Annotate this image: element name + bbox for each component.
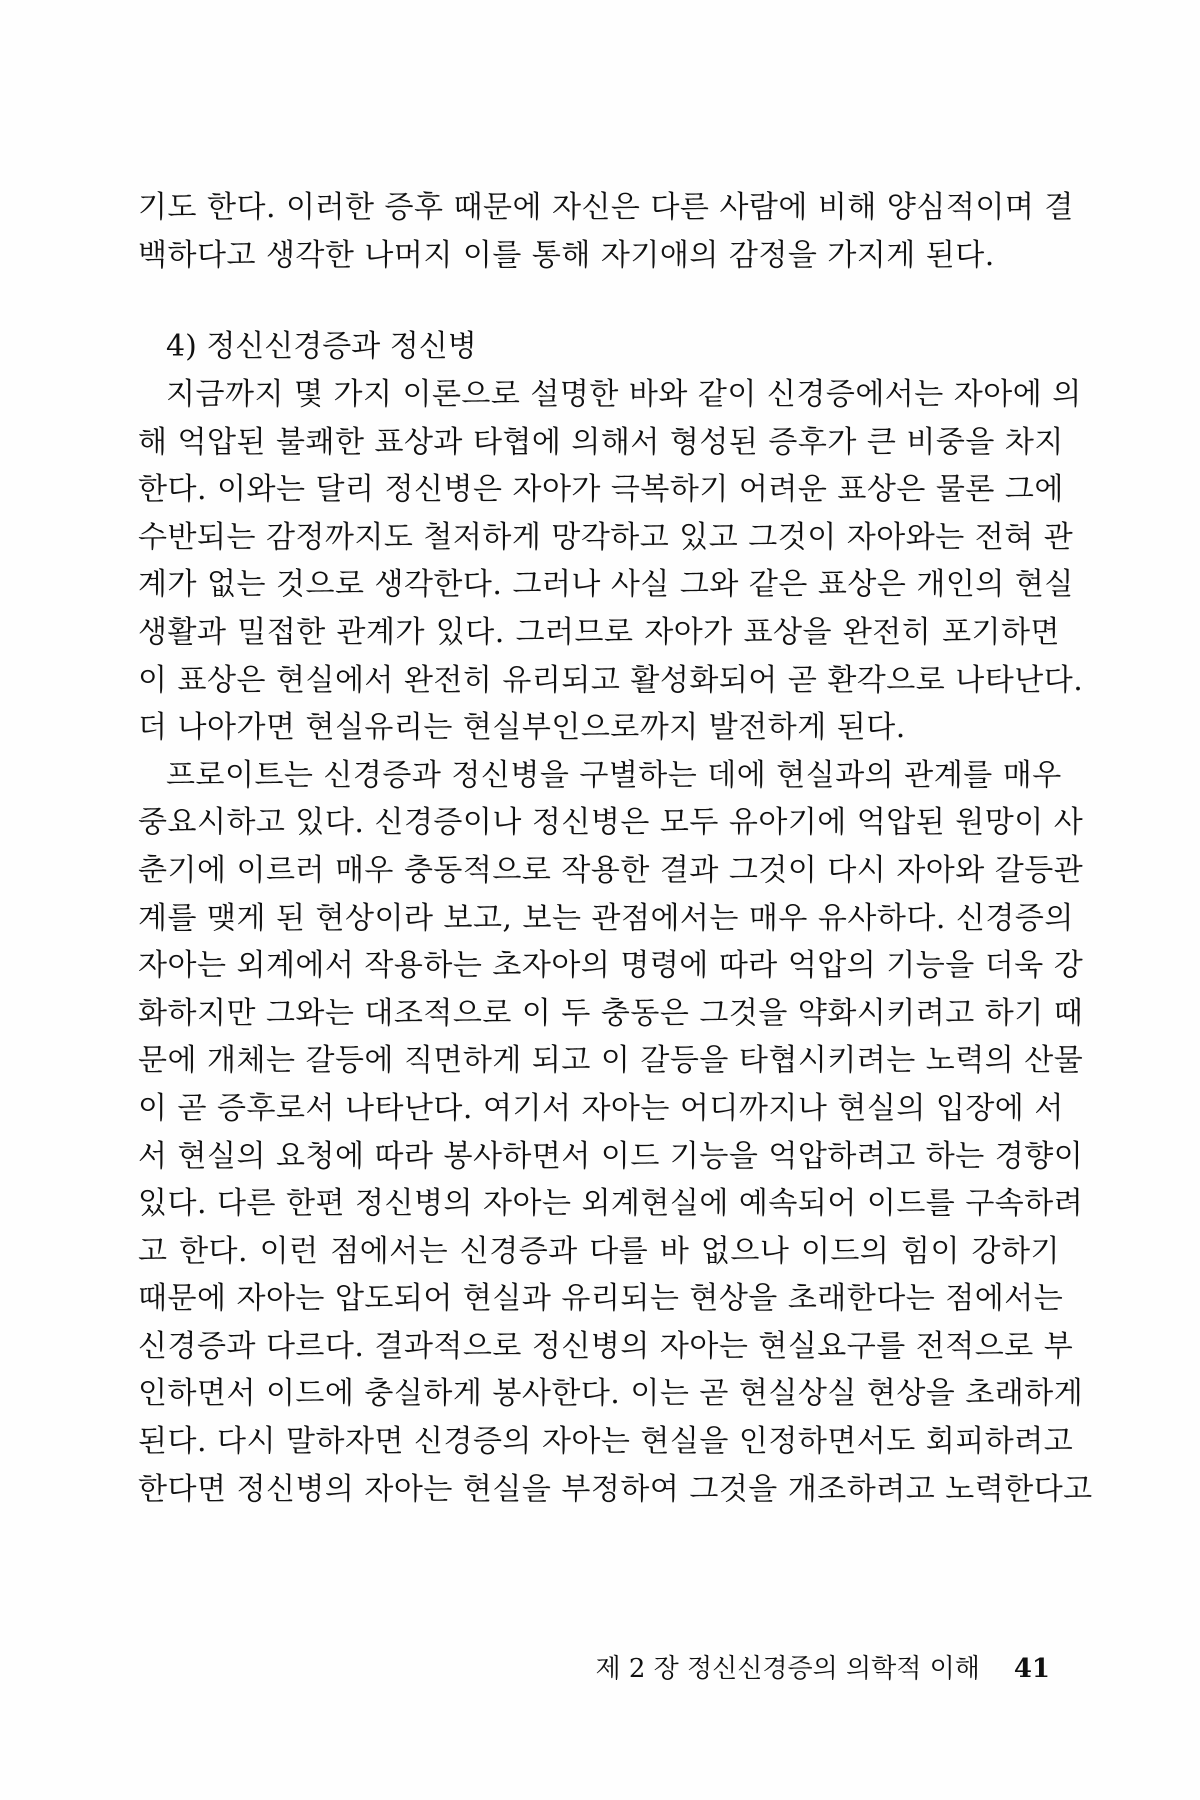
text-line: 이 표상은 현실에서 완전히 유리되고 활성화되어 곧 환각으로 나타난다. bbox=[138, 662, 1084, 698]
text-line: 인하면서 이드에 충실하게 봉사한다. 이는 곧 현실상실 현상을 초래하게 bbox=[138, 1376, 1084, 1412]
page-number: 41 bbox=[1013, 1654, 1050, 1684]
text-line: 기도 한다. 이러한 증후 때문에 자신은 다른 사람에 비해 양심적이며 결 bbox=[138, 190, 1074, 225]
text-line: 수반되는 감정까지도 철저하게 망각하고 있고 그것이 자아와는 전혀 관 bbox=[138, 519, 1074, 555]
text-line: 해 억압된 불쾌한 표상과 타협에 의해서 형성된 증후가 큰 비중을 차지 bbox=[138, 424, 1064, 460]
text-line: 계를 맺게 된 현상이라 보고, 보는 관점에서는 매우 유사하다. 신경증의 bbox=[138, 900, 1074, 936]
text-line: 문에 개체는 갈등에 직면하게 되고 이 갈등을 타협시키려는 노력의 산물 bbox=[138, 1043, 1084, 1079]
text-line: 백하다고 생각한 나머지 이를 통해 자기애의 감정을 가지게 된다. bbox=[138, 237, 995, 273]
text-line: 생활과 밀접한 관계가 있다. 그러므로 자아가 표상을 완전히 포기하면 bbox=[138, 614, 1060, 650]
text-line: 계가 없는 것으로 생각한다. 그러나 사실 그와 같은 표상은 개인의 현실 bbox=[138, 567, 1074, 603]
text-line: 프로이트는 신경증과 정신병을 구별하는 데에 현실과의 관계를 매우 bbox=[166, 757, 1062, 793]
text-line: 이 곧 증후로서 나타난다. 여기서 자아는 어디까지나 현실의 입장에 서 bbox=[138, 1090, 1064, 1126]
text-line: 때문에 자아는 압도되어 현실과 유리되는 현상을 초래한다는 점에서는 bbox=[138, 1281, 1064, 1317]
page-footer bbox=[595, 1648, 1050, 1685]
paragraph-2 bbox=[138, 752, 1093, 1514]
chapter-title: 제 2 장 정신신경증의 의학적 이해 bbox=[595, 1654, 980, 1684]
paragraph-1 bbox=[138, 371, 1084, 752]
text-line: 된다. 다시 말하자면 신경증의 자아는 현실을 인정하면서도 회피하려고 bbox=[138, 1424, 1074, 1460]
text-line: 있다. 다른 한편 정신병의 자아는 외계현실에 예속되어 이드를 구속하려 bbox=[138, 1186, 1084, 1222]
section-heading: 4) 정신신경증과 정신병 bbox=[166, 329, 477, 364]
text-line: 중요시하고 있다. 신경증이나 정신병은 모두 유아기에 억압된 원망이 사 bbox=[138, 805, 1084, 841]
text-line: 한다. 이와는 달리 정신병은 자아가 극복하기 어려운 표상은 물론 그에 bbox=[138, 472, 1064, 508]
text-line: 신경증과 다르다. 결과적으로 정신병의 자아는 현실요구를 전적으로 부 bbox=[138, 1328, 1074, 1364]
intro-paragraph bbox=[138, 184, 1074, 279]
section-body bbox=[138, 371, 1093, 1513]
text-line: 지금까지 몇 가지 이론으로 설명한 바와 같이 신경증에서는 자아에 의 bbox=[166, 377, 1082, 412]
text-line: 춘기에 이르러 매우 충동적으로 작용한 결과 그것이 다시 자아와 갈등관 bbox=[138, 852, 1084, 888]
text-line: 고 한다. 이런 점에서는 신경증과 다를 바 없으나 이드의 힘이 강하기 bbox=[138, 1233, 1060, 1269]
text-line: 자아는 외계에서 작용하는 초자아의 명령에 따라 억압의 기능을 더욱 강 bbox=[138, 948, 1084, 984]
text-line: 한다면 정신병의 자아는 현실을 부정하여 그것을 개조하려고 노력한다고 bbox=[138, 1471, 1093, 1507]
text-line: 화하지만 그와는 대조적으로 이 두 충동은 그것을 약화시키려고 하기 때 bbox=[138, 995, 1084, 1031]
text-line: 서 현실의 요청에 따라 봉사하면서 이드 기능을 억압하려고 하는 경향이 bbox=[138, 1138, 1084, 1174]
text-line: 더 나아가면 현실유리는 현실부인으로까지 발전하게 된다. bbox=[138, 710, 906, 746]
